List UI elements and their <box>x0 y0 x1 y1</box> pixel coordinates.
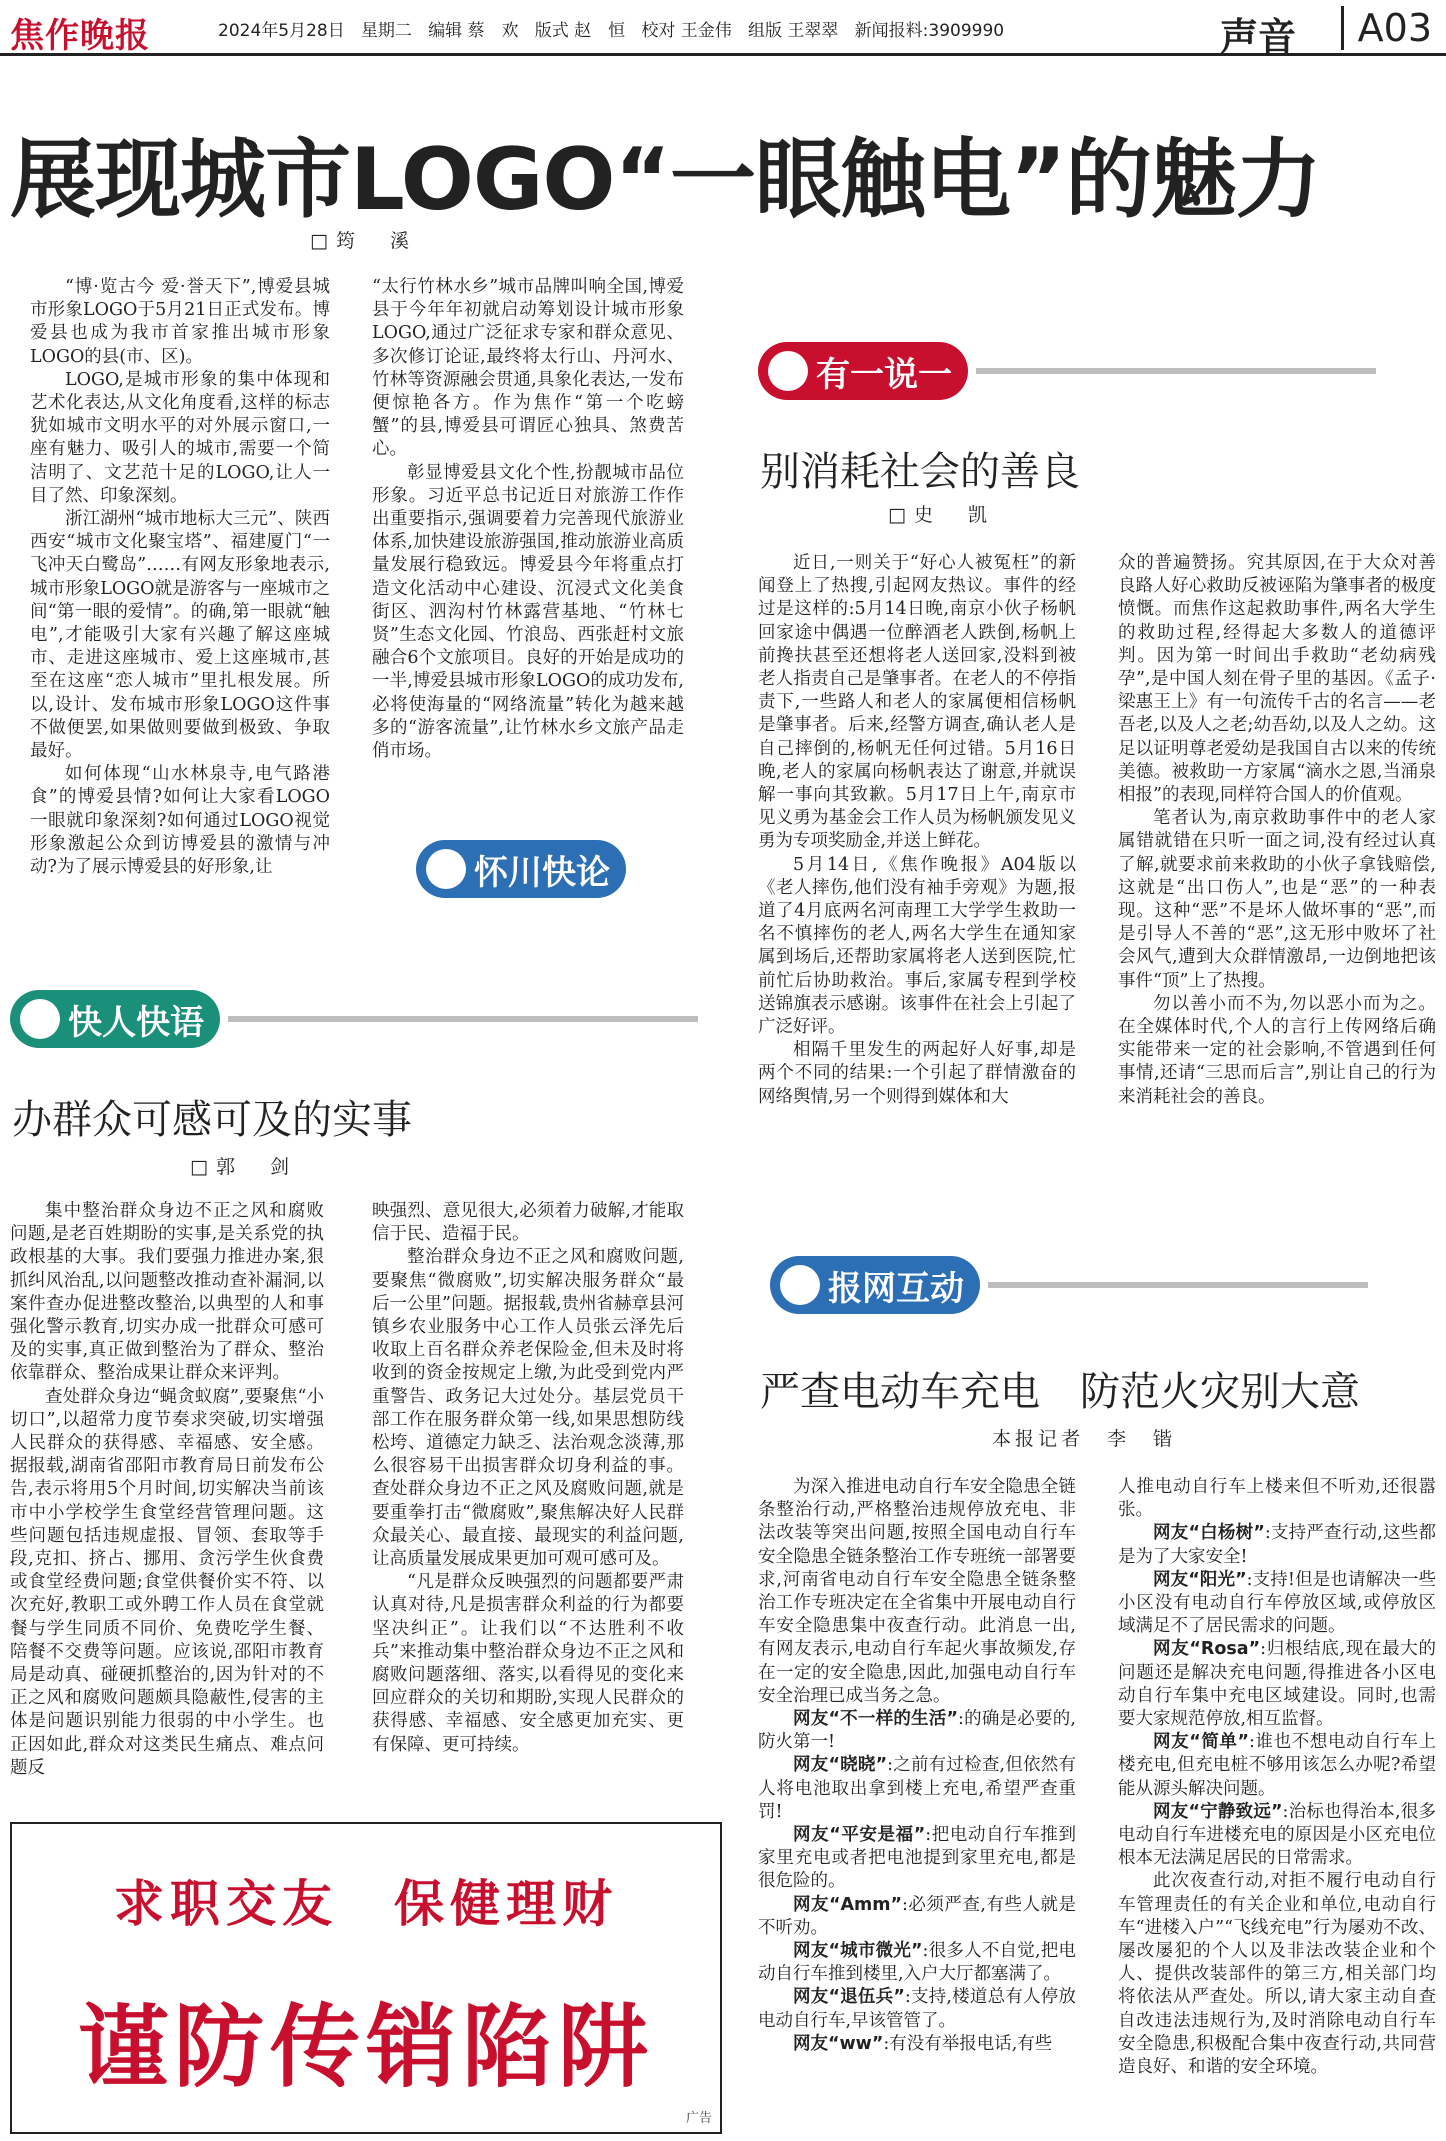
paragraph: “凡是群众反映强烈的问题都要严肃认真对待,凡是损害群众利益的行为都要坚决纠正”。让我们以“不达胜利不收兵”来推动集中整治群众身边不正之风和腐败问题落细、落实,以看得见的变化来回应群众的关切和期盼,实现人民群众的获得感、幸福感、安全感更加充实、更有保障、更可持续。 <box>372 1572 684 1755</box>
badge-rule <box>988 1282 1368 1288</box>
ad-tag: 广告 <box>685 2111 712 2126</box>
leaf-icon <box>768 351 808 391</box>
baowang-byline: 本报记者 李 锴 <box>992 1428 1177 1450</box>
paragraph: 查处群众身边“蝇贪蚁腐”,要聚焦“小切口”,以超常力度节奏求突破,切实增强人民群众的获得感、幸福感、安全感。据报载,湖南省邵阳市教育局日前发布公告,表示将用5个月时间,切实解决当前该市中小学校学生食堂经营管理问题。这些问题包括违规虚报、冒领、套取等手段,克扣、挤占、挪用、贪污学生伙食费或食堂经费问题;食堂供餐价实不符、以次充好,教职工或外聘工作人员在食堂就餐与学生同质不同价、免费吃学生餐、陪餐不交费等问题。应该说,邵阳市教育局是动真、碰硬抓整治的,因为针对的不正之风和腐败问题颇具隐蔽性,侵害的主体是问题识别能力很弱的中小学生。也正因如此,群众对这类民生痛点、难点问题反 <box>10 1386 324 1778</box>
page-header <box>0 0 1446 59</box>
comment-text: :支持严查行动,这些都是为了大家安全! <box>1118 1523 1436 1567</box>
paragraph: 笔者认为,南京救助事件中的老人家属错就错在只听一面之词,没有经过认真了解,就要求前来救助的小伙子拿钱赔偿,这就是“出口伤人”,也是“恶”的一种表现。这种“恶”不是坏人做坏事的“恶”,而是引导人不善的“恶”,这无形中败坏了社会风气,遭到大众群情激昂,一边倒地把该事件“顶”上了热搜。 <box>1118 808 1436 991</box>
paragraph: 映强烈、意见很大,必须着力破解,才能取信于民、造福于民。 <box>372 1201 684 1245</box>
comment-text: :很多人不自觉,把电动自行车推到楼里,入户大厅都塞满了。 <box>758 1941 1076 1985</box>
badge-pill <box>758 342 968 400</box>
masthead-logo: 焦作晚报 <box>10 16 150 56</box>
header-hotline: 新闻报料:3909990 <box>854 21 1005 41</box>
badge-rule <box>976 368 1376 374</box>
paragraph <box>1118 1638 1436 1731</box>
paragraph <box>758 2033 1076 2056</box>
header-layout: 版式 赵 恒 <box>534 21 626 41</box>
paragraph <box>1118 1870 1436 2079</box>
main-col-1 <box>30 276 330 879</box>
kuairen-headline: 办群众可感可及的实事 <box>12 1097 412 1143</box>
comment-text: 人推电动自行车上楼来但不听劝,还很嚣张。 <box>1118 1477 1436 1521</box>
netizen-name: 网友“ww” <box>793 2033 884 2054</box>
comment-text: :有没有举报电话,有些 <box>883 2033 1053 2054</box>
badge-pill <box>416 840 626 898</box>
paragraph <box>758 1754 1076 1824</box>
badge-label: 报网互动 <box>828 1268 964 1309</box>
badge-pill <box>10 990 220 1048</box>
netizen-name: 网友“晓晓” <box>793 1755 888 1776</box>
netizen-name: 网友“宁静致远” <box>1153 1801 1283 1822</box>
header-group: 组版 王翠翠 <box>748 21 839 41</box>
header-weekday: 星期二 <box>360 21 412 41</box>
main-headline: 展现城市LOGO“一眼触电”的魅力 <box>10 130 1321 230</box>
paragraph: 彰显博爱县文化个性,扮靓城市品位形象。习近平总书记近日对旅游工作作出重要指示,强调要着力完善现代旅游业体系,加快建设旅游强国,推动旅游业高质量发展行稳致远。博爱县今年将重点打造文化活动中心建设、沉浸式文化美食街区、泗沟村竹林露营基地、“竹林七贤”生态文化园、竹浪岛、西张赶村文旅融合6个文旅项目。良好的开始是成功的一半,博爱县城市形象LOGO的成功发布,必将使海量的“网络流量”转化为越来越多的“游客流量”,让竹林水乡文旅产品走俏市场。 <box>372 462 684 762</box>
netizen-name: 网友“Amm” <box>793 1894 903 1915</box>
column-badge-youyi <box>758 342 1376 400</box>
comment-text: 为深入推进电动自行车安全隐患全链条整治行动,严格整治违规停放充电、非法改装等突出问题,按照全国电动自行车安全隐患全链条整治工作专班统一部署要求,河南省电动自行车安全隐患全链条整治工作专班决定在全省集中开展电动自行车安全隐患集中夜查行动。此消息一出,有网友表示,电动自行车起火事故频发,存在一定的安全隐患,因此,加强电动自行车安全治理已成当务之急。 <box>758 1477 1076 1706</box>
netizen-name: 网友“简单” <box>1153 1732 1250 1753</box>
netizen-name: 网友“不一样的生活” <box>793 1709 958 1730</box>
paragraph: 5月14日,《焦作晚报》A04版以《老人摔伤,他们没有袖手旁观》为题,报道了4月底两名河南理工大学学生救助一名不慎摔伤的老人,两名大学生在通知家属到场后,还帮助家属将老人送到医院,忙前忙后协助救治。事后,家属专程到学校送锦旗表示感谢。该事件在社会上引起了广泛好评。 <box>758 854 1076 1038</box>
swirl-icon <box>426 849 466 889</box>
comment-text: :之前有过检查,但依然有人将电池取出拿到楼上充电,希望严查重罚! <box>758 1755 1076 1822</box>
kuairen-col-2 <box>372 1200 684 1757</box>
badge-pill <box>770 1256 980 1314</box>
column-badge-kuairen <box>10 990 698 1048</box>
section-name: 声音 <box>1219 15 1296 59</box>
paragraph: 相隔千里发生的两起好人好事,却是两个不同的结果:一个引起了群情激奋的网络舆情,另一个则得到媒体和大 <box>758 1040 1076 1107</box>
comment-text: :必须严查,有些人就是不听劝。 <box>758 1894 1076 1938</box>
paragraph <box>1118 1569 1436 1639</box>
youyi-headline: 别消耗社会的善良 <box>760 449 1080 495</box>
advertisement <box>10 1822 722 2134</box>
paragraph <box>758 1708 1076 1754</box>
comment-text: 此次夜查行动,对拒不履行电动自行车管理责任的有关企业和单位,电动自行车“进楼入户”“飞线充电”行为屡劝不改、屡改屡犯的个人以及非法改装企业和个人、提供改装部件的第三方,相关部门均将依法从严查处。所以,请大家主动自查自改违法违规行为,及时消除电动自行车安全隐患,积极配合集中夜查行动,共同营造良好、和谐的安全环境。 <box>1118 1871 1436 2078</box>
baowang-headline: 严查电动车充电 防范火灾别大意 <box>760 1369 1360 1415</box>
page-number: A03 <box>1341 6 1432 50</box>
badge-label: 怀川快论 <box>474 852 610 893</box>
badge-label: 有一说一 <box>816 354 952 395</box>
column-badge-baowang <box>770 1256 1368 1314</box>
newspaper-icon <box>20 999 60 1039</box>
youyi-col-2 <box>1118 552 1436 1109</box>
paragraph <box>758 1894 1076 1940</box>
main-byline: □筠 溪 <box>310 230 417 252</box>
paragraph: 集中整治群众身边不正之风和腐败问题,是老百姓期盼的实事,是关系党的执政根基的大事。我们要强力推进办案,狠抓纠风治乱,以问题整改推动查补漏洞,以案件查办促进整改整治,以典型的人和事强化警示教育,切实办成一批群众可感可及的实事,真正做到整治为了群众、整治依靠群众、整治成果让群众来评判。 <box>10 1201 324 1384</box>
paragraph: 近日,一则关于“好心人被冤枉”的新闻登上了热搜,引起网友热议。事件的经过是这样的:5月14日晚,南京小伙子杨帆回家途中偶遇一位醉酒老人跌倒,杨帆上前搀扶甚至还想将老人送回家,没料到被老人指责自己是肇事者。在老人的不停指责下,一些路人和老人的家属便相信杨帆是肇事者。后来,经警方调查,确认老人是自己摔倒的,杨帆无任何过错。5月16日晚,老人的家属向杨帆表达了谢意,并就误解一事向其致歉。5月17日上午,南京市见义勇为基金会工作人员为杨帆颁发见义勇为专项奖励金,并送上鲜花。 <box>758 553 1076 852</box>
netizen-name: 网友“阳光” <box>1153 1569 1247 1590</box>
paragraph <box>758 1986 1076 2032</box>
paragraph <box>1118 1801 1436 1871</box>
ad-slogan: 求职交友 保健理财 <box>114 1874 618 1933</box>
comment-text: :的确是必要的,防火第一! <box>758 1709 1076 1753</box>
comment-text: :治标也得治本,很多电动自行车进楼充电的原因是小区充电位根本无法满足居民的日常需求。 <box>1118 1801 1436 1869</box>
paragraph: 众的普遍赞扬。究其原因,在于大众对善良路人好心救助反被诬陷为肇事者的极度愤慨。而焦作这起救助事件,两名大学生的救助过程,经得起大多数人的道德评判。因为第一时间出手救助“老幼病残孕”,是中国人刻在骨子里的基因。《孟子·梁惠王上》有一句流传千古的名言——老吾老,以及人之老;幼吾幼,以及人之幼。这足以证明尊老爱幼是我国自古以来的传统美德。被救助一方家属“滴水之恩,当涌泉相报”的表现,同样符合国人的价值观。 <box>1118 553 1436 806</box>
paragraph <box>1118 1522 1436 1568</box>
netizen-name: 网友“退伍兵” <box>793 1987 905 2008</box>
paragraph <box>758 1824 1076 1894</box>
header-date: 2024年5月28日 <box>218 21 345 41</box>
comment-text: :支持!但是也请解决一些小区没有电动自行车停放区域,或停放区域满足不了居民需求的问题。 <box>1118 1569 1436 1637</box>
paragraph <box>1118 1476 1436 1522</box>
paragraph <box>758 1940 1076 1986</box>
badge-rule <box>228 1016 698 1022</box>
main-col-2 <box>372 276 684 763</box>
paragraph: 如何体现“山水林泉寺,电气路港食”的博爱县情?如何让大家看LOGO一眼就印象深刻?如何通过LOGO视觉形象激起公众到访博爱县的激情与冲动?为了展示博爱县的好形象,让 <box>30 764 330 878</box>
comment-text: :把电动自行车推到家里充电或者把电池提到家里充电,都是很危险的。 <box>758 1825 1076 1892</box>
paragraph: 勿以善小而不为,勿以恶小而为之。在全媒体时代,个人的言行上传网络后确实能带来一定的社会影响,不管遇到任何事情,还请“三思而后言”,别让自己的行为来消耗社会的善良。 <box>1118 993 1436 1107</box>
header-editor: 编辑 蔡 欢 <box>428 21 519 41</box>
ad-headline: 谨防传销陷阱 <box>78 1995 654 2100</box>
kuairen-byline: □郭 剑 <box>190 1156 297 1178</box>
paragraph <box>758 1476 1076 1708</box>
header-proof: 校对 王金伟 <box>641 21 732 41</box>
paragraph: “博·览古今 爱·誉天下”,博爱县城市形象LOGO于5月21日正式发布。博爱县也成为我市首家推出城市形象LOGO的县(市、区)。 <box>30 277 330 367</box>
paragraph: “太行竹林水乡”城市品牌叫响全国,博爱县于今年年初就启动筹划设计城市形象LOGO,通过广泛征求专家和群众意见、多次修订论证,最终将太行山、丹河水、竹林等资源融会贯通,具象化表达,一发布便惊艳各方。作为焦作“第一个吃螃蟹”的县,博爱县可谓匠心独具、煞费苦心。 <box>372 277 684 460</box>
header-info <box>218 16 1004 41</box>
comment-text: :归根结底,现在最大的问题还是解决充电问题,得推进各小区电动自行车集中充电区域建设。同时,也需要大家规范停放,相互监督。 <box>1118 1639 1436 1730</box>
comment-text: :支持,楼道总有人停放电动自行车,早该管管了。 <box>758 1987 1076 2031</box>
youyi-col-1 <box>758 552 1076 1109</box>
kuairen-col-1 <box>10 1200 324 1780</box>
paragraph: 整治群众身边不正之风和腐败问题,要聚焦“微腐败”,切实解决服务群众“最后一公里”问题。据报载,贵州省赫章县河镇乡农业服务中心工作人员张云泽先后收取上百名群众养老保险金,但未及时将收到的资金按规定上缴,为此受到党内严重警告、政务记大过处分。基层党员干部工作在服务群众第一线,如果思想防线松垮、道德定力缺乏、法治观念淡薄,那么很容易干出损害群众切身利益的事。查处群众身边不正之风及腐败问题,就是要重拳打击“微腐败”,聚焦解决好人民群众最关心、最直接、最现实的利益问题,让高质量发展成果更加可观可感可及。 <box>372 1247 685 1570</box>
netizen-name: 网友“平安是福” <box>793 1825 926 1846</box>
comment-text: :谁也不想电动自行车上楼充电,但充电桩不够用该怎么办呢?希望能从源头解决问题。 <box>1118 1732 1436 1799</box>
youyi-byline: □史 凯 <box>888 504 995 526</box>
baowang-col-2 <box>1118 1476 1436 2079</box>
paragraph <box>1118 1731 1436 1801</box>
paragraph: 浙江湖州“城市地标大三元”、陕西西安“城市文化聚宝塔”、福建厦门“一飞冲天白鹭岛”……有网友形象地表示,城市形象LOGO就是游客与一座城市之间“第一眼的爱情”。的确,第一眼就“触电”,才能吸引大家有兴趣了解这座城市、走进这座城市、爱上这座城市,甚至在这座“恋人城市”里扎根发展。所以,设计、发布城市形象LOGO这件事不做便罢,如果做则要做到极致、争取最好。 <box>30 509 330 762</box>
badge-label: 快人快语 <box>68 1002 204 1043</box>
paragraph: LOGO,是城市形象的集中体现和艺术化表达,从文化角度看,这样的标志犹如城市文明水平的对外展示窗口,一座有魅力、吸引人的城市,需要一个简洁明了、文艺范十足的LOGO,让人一目了然、印象深刻。 <box>30 369 330 506</box>
netizen-name: 网友“白杨树” <box>1153 1523 1265 1544</box>
computer-icon <box>780 1265 820 1305</box>
column-badge-huaichuan <box>416 840 626 898</box>
baowang-col-1 <box>758 1476 1076 2056</box>
netizen-name: 网友“城市微光” <box>793 1941 923 1962</box>
netizen-name: 网友“Rosa” <box>1153 1639 1261 1660</box>
